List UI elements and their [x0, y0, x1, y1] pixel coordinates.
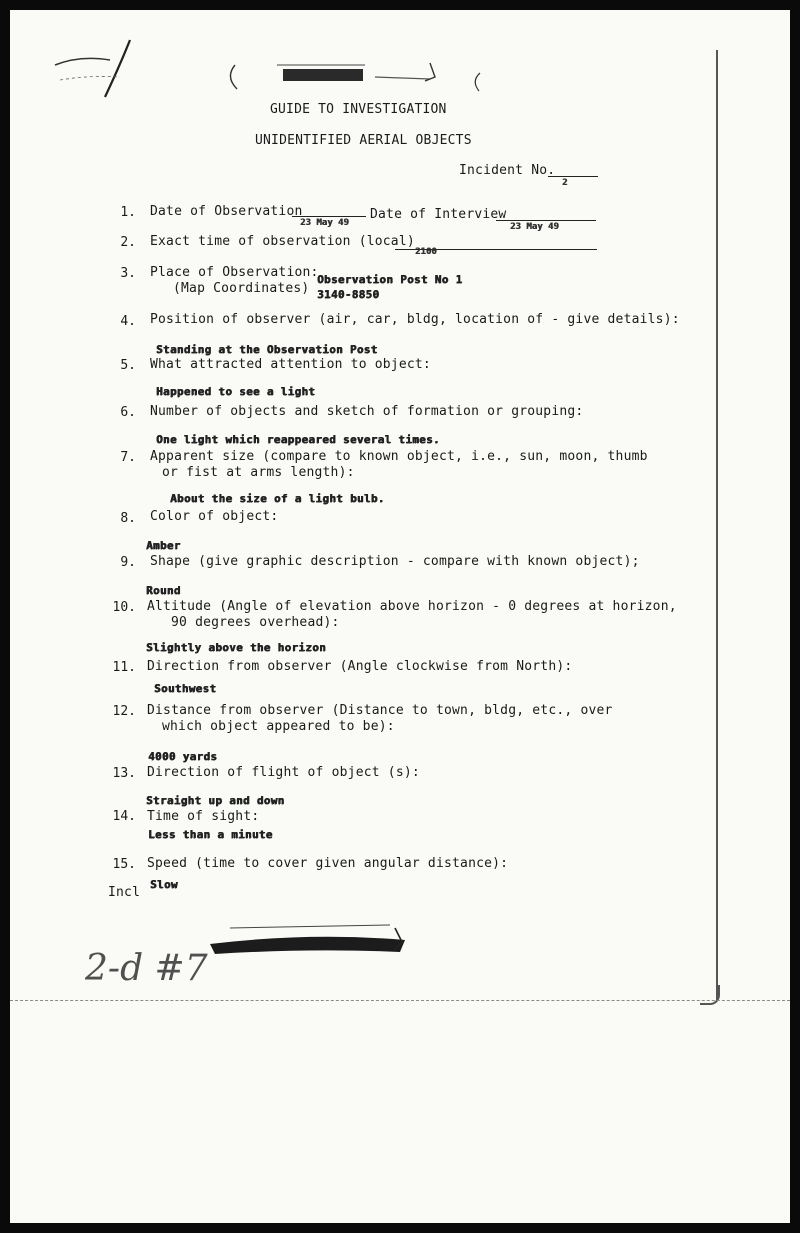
item-7-label: Apparent size (compare to known object, i.e., sun, moon, thumb	[150, 449, 648, 464]
handwritten-mark-top	[50, 35, 150, 105]
item-4-value: Standing at the Observation Post	[156, 343, 378, 356]
item-7-label-b: or fist at arms length):	[162, 465, 355, 480]
item-5-value: Happened to see a light	[156, 385, 316, 398]
item-9-label: Shape (give graphic description - compare with known object);	[150, 554, 640, 569]
item-11-number: 11.	[112, 660, 136, 675]
item-15-number: 15.	[112, 857, 136, 872]
item-2-value: 2100	[415, 247, 437, 257]
item-14-number: 14.	[112, 809, 136, 824]
item-1-label-2: Date of Interview	[370, 207, 507, 222]
item-9-value: Round	[146, 584, 181, 597]
item-12-value: 4000 yards	[148, 750, 218, 763]
item-3-value-b: 3140-8850	[317, 288, 380, 301]
item-10-label: Altitude (Angle of elevation above horizon - 0 degrees at horizon,	[147, 599, 677, 614]
document-page	[10, 10, 790, 1223]
item-13-label: Direction of flight of object (s):	[147, 765, 420, 780]
item-13-number: 13.	[112, 766, 136, 781]
item-10-number: 10.	[112, 600, 136, 615]
page-edge-line	[716, 50, 718, 1000]
item-14-label: Time of sight:	[147, 809, 260, 824]
item-7-value: About the size of a light bulb.	[170, 492, 385, 505]
item-13-value: Straight up and down	[146, 794, 285, 807]
handwritten-note	[80, 935, 250, 1005]
item-1-value: 23 May 49	[300, 218, 349, 228]
item-2-number: 2.	[120, 235, 136, 250]
item-15-label: Speed (time to cover given angular distance):	[147, 856, 509, 871]
item-4-label: Position of observer (air, car, bldg, location of - give details):	[150, 312, 680, 327]
item-5-number: 5.	[120, 358, 136, 373]
item-1-number: 1.	[120, 205, 136, 220]
item-5-label: What attracted attention to object:	[150, 357, 431, 372]
document-subtitle: UNIDENTIFIED AERIAL OBJECTS	[255, 133, 472, 148]
incident-blank	[548, 176, 598, 177]
document-title: GUIDE TO INVESTIGATION	[270, 102, 447, 117]
item-10-value: Slightly above the horizon	[146, 641, 326, 654]
item-15-value: Slow	[150, 878, 178, 891]
item-8-label: Color of object:	[150, 509, 279, 524]
item-7-number: 7.	[120, 450, 136, 465]
incident-value: 2	[562, 178, 568, 188]
item-3-number: 3.	[120, 266, 136, 281]
item-6-number: 6.	[120, 405, 136, 420]
item-2-label: Exact time of observation (local)	[150, 234, 415, 249]
item-10-label-b: 90 degrees overhead):	[171, 615, 340, 630]
item-11-label: Direction from observer (Angle clockwise from North):	[147, 659, 573, 674]
item-8-number: 8.	[120, 511, 136, 526]
handwritten-note-text: 2-d #7	[85, 948, 208, 989]
page-corner	[700, 985, 720, 1005]
item-3-value: Observation Post No 1	[317, 273, 463, 286]
item-1-blank-2	[496, 220, 596, 221]
item-3-label-b: (Map Coordinates)	[173, 281, 310, 296]
item-1-value-2: 23 May 49	[510, 222, 559, 232]
item-6-value: One light which reappeared several times.	[156, 433, 440, 446]
item-12-label-b: which object appeared to be):	[162, 719, 395, 734]
inclosure-label: Incl	[108, 885, 141, 900]
item-1-blank	[292, 216, 366, 217]
item-9-number: 9.	[120, 555, 136, 570]
item-3-label: Place of Observation:	[150, 265, 319, 280]
item-12-label: Distance from observer (Distance to town, bldg, etc., over	[147, 703, 613, 718]
item-11-value: Southwest	[154, 682, 217, 695]
item-6-label: Number of objects and sketch of formation or grouping:	[150, 404, 584, 419]
item-8-value: Amber	[146, 539, 181, 552]
redacted-stamp-top	[225, 55, 485, 97]
incident-label: Incident No.	[459, 163, 556, 178]
item-1-label: Date of Observation	[150, 204, 303, 219]
item-4-number: 4.	[120, 314, 136, 329]
item-12-number: 12.	[112, 704, 136, 719]
item-14-value: Less than a minute	[148, 828, 273, 841]
